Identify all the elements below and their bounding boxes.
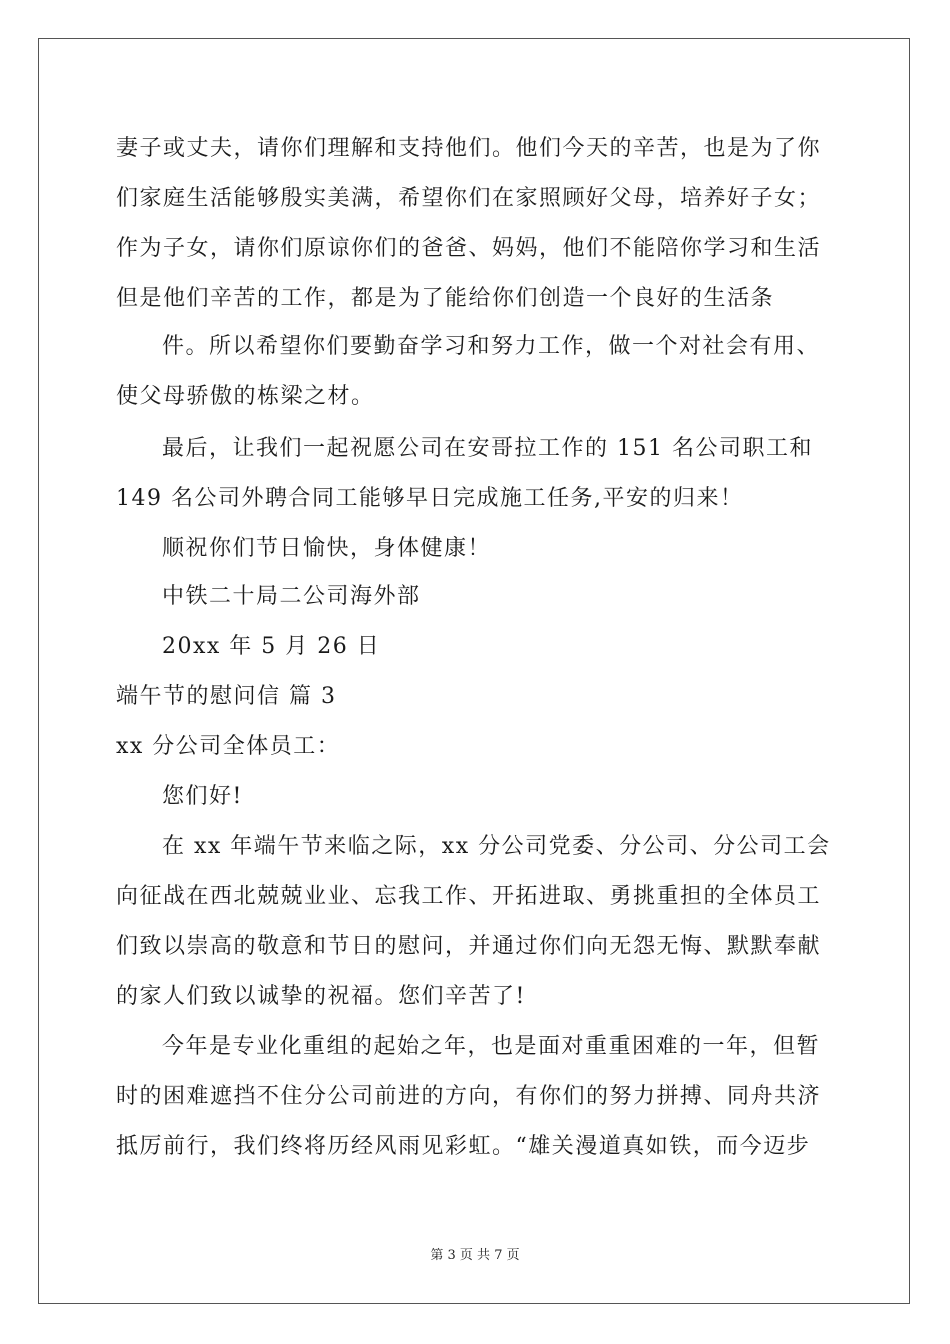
text-line: 时的困难遮挡不住分公司前进的方向，有你们的努力拼搏、同舟共济 bbox=[116, 1084, 822, 1109]
text-line: 们家庭生活能够殷实美满，希望你们在家照顾好父母，培养好子女； bbox=[116, 186, 822, 211]
text-line: 今年是专业化重组的起始之年，也是面对重重困难的一年，但暂 bbox=[162, 1034, 821, 1059]
text-line: 中铁二十局二公司海外部 bbox=[162, 584, 421, 609]
text-line: 们致以崇高的敬意和节日的慰问，并通过你们向无怨无悔、默默奉献 bbox=[116, 934, 822, 959]
text-line: 在 xx 年端午节来临之际，xx 分公司党委、分公司、分公司工会 bbox=[162, 834, 831, 859]
text-line: 20xx 年 5 月 26 日 bbox=[162, 634, 381, 659]
section-heading: 端午节的慰问信 篇 3 bbox=[116, 684, 337, 709]
text-line: 作为子女，请你们原谅你们的爸爸、妈妈，他们不能陪你学习和生活 bbox=[116, 236, 822, 261]
text-line: 抵厉前行，我们终将历经风雨见彩虹。“雄关漫道真如铁，而今迈步 bbox=[116, 1134, 811, 1159]
text-line: 使父母骄傲的栋梁之材。 bbox=[116, 384, 375, 409]
page-border bbox=[38, 38, 910, 1304]
text-line: 件。所以希望你们要勤奋学习和努力工作，做一个对社会有用、 bbox=[162, 334, 821, 359]
text-line: 的家人们致以诚挚的祝福。您们辛苦了! bbox=[116, 984, 526, 1009]
text-line: 顺祝你们节日愉快，身体健康！ bbox=[162, 536, 492, 561]
page-footer: 第 3 页 共 7 页 bbox=[430, 1248, 520, 1263]
text-line: 149 名公司外聘合同工能够早日完成施工任务,平安的归来！ bbox=[116, 486, 744, 511]
salutation: xx 分公司全体员工： bbox=[116, 734, 341, 759]
text-line: 妻子或丈夫，请你们理解和支持他们。他们今天的辛苦，也是为了你 bbox=[116, 136, 822, 161]
text-line: 最后，让我们一起祝愿公司在安哥拉工作的 151 名公司职工和 bbox=[162, 436, 813, 461]
text-line: 向征战在西北兢兢业业、忘我工作、开拓进取、勇挑重担的全体员工 bbox=[116, 884, 822, 909]
greeting: 您们好! bbox=[162, 784, 243, 809]
text-line: 但是他们辛苦的工作，都是为了能给你们创造一个良好的生活条 bbox=[116, 286, 775, 311]
